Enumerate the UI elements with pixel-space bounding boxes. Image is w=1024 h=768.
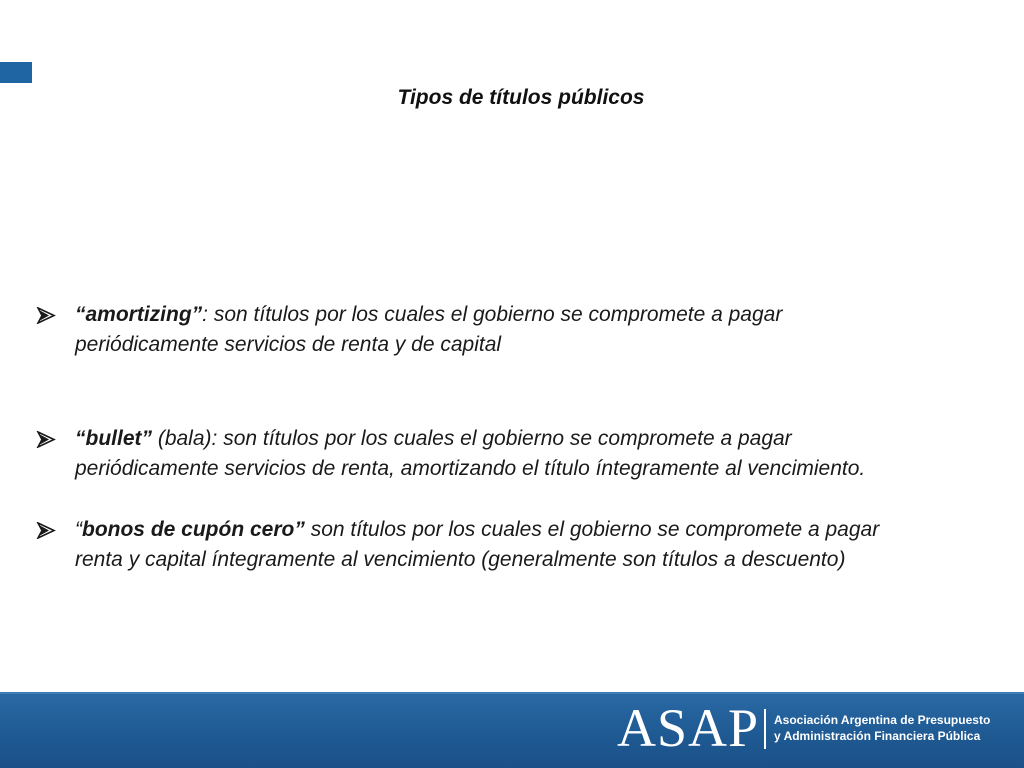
bullet-text-line2: periódicamente servicios de renta y de capital <box>75 333 502 356</box>
bullet-bullet <box>36 424 996 484</box>
organization-name <box>774 712 990 744</box>
bullet-term: bonos de cupón cero” <box>82 518 305 541</box>
bullet-text-line2: renta y capital íntegramente al vencimiento (generalmente son títulos a descuento) <box>75 548 846 571</box>
arrow-bullet-icon <box>36 300 58 330</box>
bullet-text-line1: son títulos por los cuales el gobierno se compromete a pagar <box>304 518 880 541</box>
arrow-bullet-icon <box>36 515 58 545</box>
organization-name-line2: y Administración Financiera Pública <box>774 729 981 743</box>
bullet-text-line2: periódicamente servicios de renta, amortizando el título íntegramente al vencimiento. <box>75 457 866 480</box>
bullet-prefix: “ <box>75 518 82 541</box>
logo-divider <box>764 709 766 749</box>
bullet-bonos-cupon-cero <box>36 515 996 575</box>
bullet-text-line1: (bala): son títulos por los cuales el gobierno se compromete a pagar <box>152 427 792 450</box>
corner-accent-bar <box>0 62 32 83</box>
bullet-term: “bullet” <box>75 427 152 450</box>
footer-topline <box>0 692 1024 694</box>
bullet-text-line1: : son títulos por los cuales el gobierno se compromete a pagar <box>202 303 783 326</box>
organization-name-line1: Asociación Argentina de Presupuesto <box>774 713 991 727</box>
slide-title: Tipos de títulos públicos <box>397 86 645 109</box>
bullet-term: “amortizing” <box>75 303 203 326</box>
arrow-bullet-icon <box>36 424 58 454</box>
bullet-amortizing <box>36 300 996 360</box>
asap-logo: ASAP <box>617 698 760 758</box>
